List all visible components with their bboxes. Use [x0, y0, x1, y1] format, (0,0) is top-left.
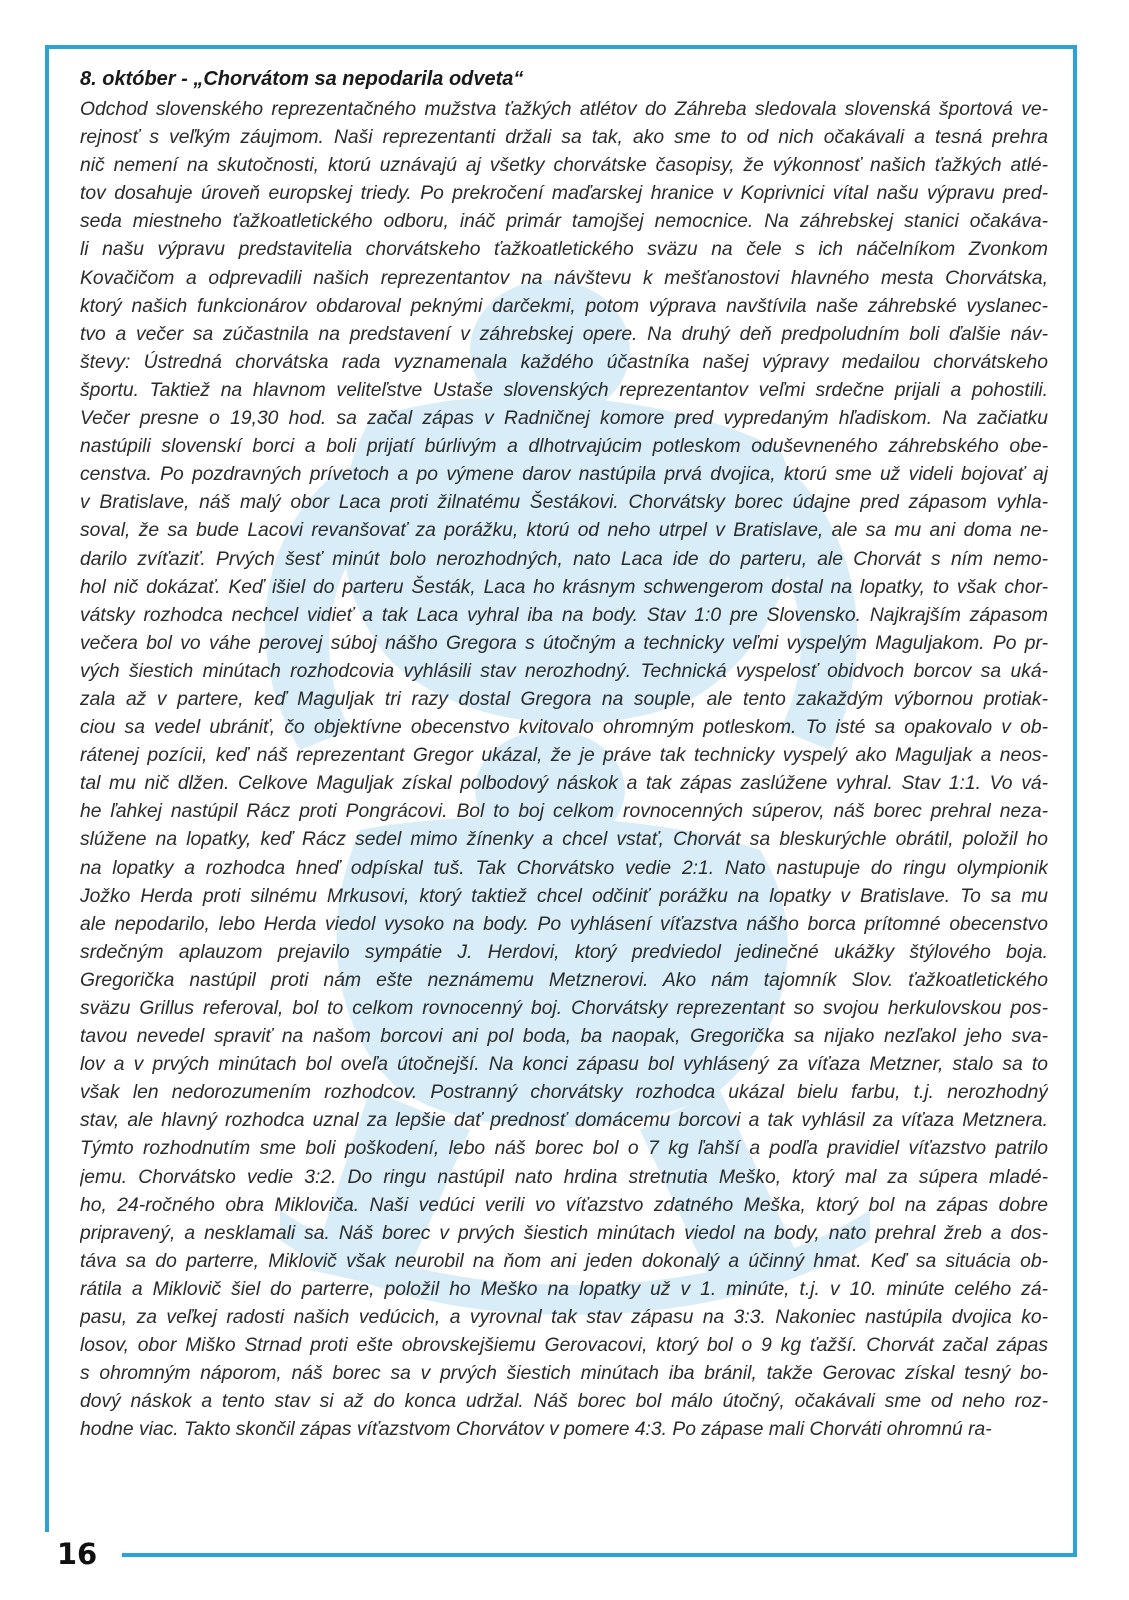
- text-line: nastúpili slovenskí borci a boli prijatí búrlivým a dlhotrvajúcim potleskom oduševneného záhrebského obe-: [80, 436, 1048, 458]
- text-line: rátila a Miklovič šiel do parterre, položil ho Meško na lopatky už v 1. minúte, t.j. v 10. minúte celého zá-: [80, 1278, 1048, 1300]
- text-line: zala až v partere, keď Maguljak tri razy dostal Gregora na souple, ale tento zakaždým výbornou protiak-: [80, 688, 1048, 710]
- text-line: slúžene na lopatky, keď Rácz sedel mimo žínenky a chcel vstať, Chorvát sa bleskurýchle obrátil, položil ho: [80, 829, 1048, 851]
- text-line: stav, ale hlavný rozhodca uznal za lepšie dať prednosť domácemu borcovi a tak vyhlásil za víťaza Metznera.: [80, 1110, 1048, 1132]
- text-line: pasu, za veľkej radosti našich vedúcich, a vyrovnal tak stav zápasu na 3:3. Nakoniec nastúpila dvojica ko-: [80, 1307, 1048, 1329]
- text-line: tavou nevedel spraviť na našom borcovi ani pol boda, ba naopak, Gregorička sa nijako nezľakol jeho sva-: [80, 1026, 1048, 1048]
- text-line: ale nepodarilo, lebo Herda viedol vysoko na body. Po vyhlásení víťazstva nášho borca prítomné obecenstvo: [80, 913, 1048, 935]
- text-line: hol nič dokázať. Keď išiel do parteru Šesták, Laca ho krásnym schwengerom dostal na lopatky, to však chor-: [80, 576, 1048, 598]
- text-line: Odchod slovenského reprezentačného mužstva ťažkých atlétov do Záhreba sledovala slovenská športová ve-: [80, 99, 1048, 120]
- text-line: li našu výpravu predstavitelia chorvátskeho ťažkoatletického sväzu na čele s ich náčelníkom Zvonkom: [80, 239, 1048, 261]
- text-line: srdečným aplauzom prejavilo sympátie J. Herdovi, ktorý predviedol jedinečné ukážky štýlového boja.: [80, 941, 1048, 963]
- text-line: rejnosť s veľkým záujmom. Naši reprezentanti držali sa tak, ako sme to od nich očakávali a tesná prehra: [80, 127, 1048, 149]
- text-line: tov dosahuje úroveň europskej triedy. Po prekročení maďarskej hranice v Koprivnici vítal našu výpravu pred-: [80, 183, 1048, 205]
- text-line: na lopatky a rozhodca hneď odpískal tuš. Tak Chorvátsko vedie 2:1. Nato nastupuje do ringu olympionik: [80, 857, 1048, 879]
- text-line: ktorý našich funkcionárov obdaroval peknými darčekmi, potom výprava navštívila naše záhrebské vyslanec-: [80, 295, 1048, 317]
- text-line: hodne viac. Takto skončil zápas víťazstvom Chorvátov v pomere 4:3. Po zápase mali Chorváti ohromnú ra-: [80, 1419, 992, 1441]
- text-line: jemu. Chorvátsko vedie 3:2. Do ringu nastúpil nato hrdina stretnutia Meško, ktorý mal za súpera mladé-: [80, 1166, 1048, 1188]
- text-line: Kovačičom a odprevadili našich reprezentantov na návštevu k mešťanostovi hlavného mesta Chorvátska,: [80, 267, 1048, 289]
- text-line: rátenej pozícii, keď náš reprezentant Gregor ukázal, že je práve tak technicky vyspelý ako Maguljak a neos-: [80, 745, 1048, 767]
- article: [80, 64, 1048, 1445]
- text-line: Gregorička nastúpil proti nám ešte neznámemu Metznerovi. Ako nám tajomník Slov. ťažkoatletického: [80, 969, 1048, 991]
- text-line: števy: Ústredná chorvátska rada vyznamenala každého účastníka našej výpravy medailou chorvátskeho: [80, 351, 1048, 373]
- text-line: seda miestneho ťažkoatletického odboru, ináč primár tamojšej nemocnice. Na záhrebskej stanici očakáva-: [80, 211, 1048, 233]
- text-line: vátsky rozhodca nechcel vidieť a tak Laca vyhral iba na body. Stav 1:0 pre Slovensko. Najkrajším zápasom: [80, 604, 1048, 626]
- text-line: športu. Taktiež na hlavnom veliteľstve Ustaše slovenských reprezentantov veľmi srdečne prijali a pohostili.: [80, 379, 1048, 401]
- text-line: táva sa do parterre, Miklovič však neurobil na ňom ani jeden dokonalý a účinný hmat. Keď sa situácia ob-: [80, 1250, 1048, 1272]
- text-line: večera bol vo váhe perovej súboj nášho Gregora s útočným a technicky veľmi vyspelým Maguljakom. Po pr-: [80, 632, 1048, 654]
- text-line: nič nemení na skutočnosti, ktorú uznávajú aj všetky chorvátske časopisy, že výkonnosť našich ťažkých atlé-: [80, 155, 1048, 177]
- text-line: Večer presne o 19,30 hod. sa začal zápas v Radničnej komore pred vypredaným hľadiskom. Na začiatku: [80, 408, 1048, 430]
- text-line: Týmto rozhodnutím sme boli poškodení, lebo náš borec bol o 7 kg ľahší a podľa pravidiel víťazstvo patrilo: [80, 1138, 1048, 1160]
- text-line: pripravený, a nesklamali sa. Náš borec v prvých šiestich minútach viedol na body, nato prehral žreb a dos-: [80, 1222, 1048, 1244]
- text-line: sväzu Grillus referoval, bol to celkom rovnocenný boj. Chorvátsky reprezentant so svojou herkulovskou pos-: [80, 998, 1048, 1019]
- text-line: s ohromným náporom, náš borec sa v prvých šiestich minútach iba bránil, takže Gerovac získal tesný bo-: [80, 1363, 1048, 1385]
- text-line: ciou sa vedel ubrániť, čo objektívne obecenstvo kvitovalo ohromným potleskom. To isté sa opakovalo v ob-: [80, 717, 1048, 739]
- text-line: v Bratislave, náš malý obor Laca proti žilnatému Šestákovi. Chorvátsky borec údajne pred zápasom vyhla-: [80, 492, 1048, 514]
- page-number-box: [32, 1532, 122, 1576]
- text-line: Jožko Herda proti silnému Mrkusovi, ktorý taktiež chcel odčiniť porážku na lopatky v Bratislave. To sa mu: [80, 885, 1048, 907]
- text-line: ho, 24-ročného obra Mikloviča. Naši vedúci verili vo víťazstvo zdatného Meška, ktorý bol na zápas dobre: [80, 1194, 1048, 1216]
- text-line: tvo a večer sa zúčastnila na predstavení v záhrebskej opere. Na druhý deň predpoludním boli ďalšie náv-: [80, 323, 1048, 345]
- text-line: he ľahkej nastúpil Rácz proti Pongrácovi. Bol to boj celkom rovnocenných súperov, náš borec prehral neza-: [80, 801, 1048, 823]
- text-line: darilo zvíťaziť. Prvých šesť minút bolo nerozhodných, nato Laca ide do parteru, ale Chorvát s ním nemo-: [80, 548, 1048, 570]
- article-title: 8. október - „Chorvátom sa nepodarila odveta“: [80, 68, 524, 90]
- text-line: losov, obor Miško Strnad proti ešte obrovskejšiemu Gerovacovi, ktorý bol o 9 kg ťažší. Chorvát začal zápas: [80, 1335, 1048, 1357]
- text-line: vých šiestich minútach rozhodcovia vyhlásili stav nerozhodný. Technická vyspelosť obidvoch borcov sa uká-: [80, 660, 1048, 682]
- article-body: [80, 96, 1048, 1445]
- text-line: soval, že sa bude Lacovi revanšovať za porážku, ktorú od neho utrpel v Bratislave, ale sa mu ani doma ne-: [80, 520, 1048, 542]
- text-line: však len nedorozumením rozhodcov. Postranný chorvátsky rozhodca ukázal bielu farbu, t.j. nerozhodný: [80, 1082, 1048, 1104]
- text-line: lov a v prvých minútach bol oveľa útočnejší. Na konci zápasu bol vyhlásený za víťaza Metzner, stalo sa to: [80, 1054, 1048, 1076]
- page-number: 16: [56, 1537, 98, 1571]
- text-line: tal mu nič dlžen. Celkove Maguljak získal polbodový náskok a tak zápas zaslúžene vyhral. Stav 1:1. Vo vá-: [80, 773, 1048, 795]
- text-line: censtva. Po pozdravných prívetoch a po výmene darov nastúpila prvá dvojica, ktorú sme už videli bojovať aj: [80, 464, 1048, 486]
- text-line: dový náskok a tento stav si až do konca udržal. Náš borec bol málo útočný, očakávali sme od neho roz-: [80, 1391, 1048, 1413]
